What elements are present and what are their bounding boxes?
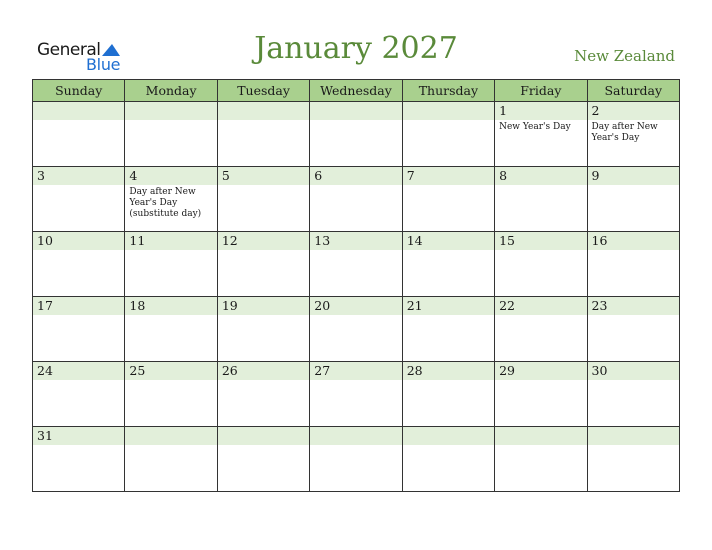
- day-number: [218, 427, 309, 445]
- day-cell: [125, 232, 217, 297]
- day-number: [495, 427, 586, 445]
- holiday-label: Day after New Year's Day (substitute day): [129, 187, 202, 219]
- day-cell: [402, 232, 494, 297]
- day-cell: [310, 362, 402, 427]
- day-number: [403, 102, 494, 120]
- day-number: [125, 102, 216, 120]
- day-cell: [217, 362, 309, 427]
- day-number: 1: [495, 102, 586, 120]
- day-cell: [402, 297, 494, 362]
- day-number: 3: [33, 167, 124, 185]
- day-number: 31: [33, 427, 124, 445]
- day-number: 15: [495, 232, 586, 250]
- day-cell: [33, 362, 125, 427]
- day-number: 16: [588, 232, 679, 250]
- day-number: 9: [588, 167, 679, 185]
- day-number: 20: [310, 297, 401, 315]
- day-number: [218, 102, 309, 120]
- week-row: [33, 102, 680, 167]
- holiday-label: Day after New Year's Day: [591, 122, 658, 143]
- day-cell: [125, 362, 217, 427]
- day-cell: [125, 102, 217, 167]
- day-cell: [217, 297, 309, 362]
- week-row: [33, 427, 680, 492]
- day-number: 13: [310, 232, 401, 250]
- day-number: 22: [495, 297, 586, 315]
- day-cell: [217, 167, 309, 232]
- day-cell: [587, 167, 679, 232]
- day-number: 18: [125, 297, 216, 315]
- day-number: 6: [310, 167, 401, 185]
- day-cell: [402, 362, 494, 427]
- day-cell: [33, 427, 125, 492]
- day-number: [33, 102, 124, 120]
- calendar-title: January 2027: [254, 31, 458, 66]
- day-number: 11: [125, 232, 216, 250]
- day-cell: [217, 232, 309, 297]
- day-cell: [495, 102, 587, 167]
- day-cell: [495, 362, 587, 427]
- logo-text-general: General: [37, 40, 101, 60]
- week-row: [33, 362, 680, 427]
- weekday-header: Tuesday: [217, 80, 309, 102]
- day-cell: [33, 232, 125, 297]
- day-number: 19: [218, 297, 309, 315]
- day-number: 12: [218, 232, 309, 250]
- day-cell: [33, 297, 125, 362]
- weekday-header: Monday: [125, 80, 217, 102]
- day-cell: [33, 167, 125, 232]
- day-cell: [587, 102, 679, 167]
- day-number: [310, 427, 401, 445]
- day-cell: [125, 427, 217, 492]
- day-number: 4: [125, 167, 216, 185]
- day-number: [588, 427, 679, 445]
- day-number: 10: [33, 232, 124, 250]
- day-cell: [495, 427, 587, 492]
- day-number: [403, 427, 494, 445]
- day-number: 25: [125, 362, 216, 380]
- week-row: [33, 297, 680, 362]
- calendar-grid: [32, 79, 680, 492]
- holiday-label: New Year's Day: [499, 122, 571, 132]
- logo-text-blue: Blue: [86, 55, 121, 74]
- day-cell: [402, 167, 494, 232]
- day-number: 28: [403, 362, 494, 380]
- day-cell: [587, 427, 679, 492]
- day-cell: [310, 232, 402, 297]
- day-number: 26: [218, 362, 309, 380]
- day-number: 14: [403, 232, 494, 250]
- day-number: 23: [588, 297, 679, 315]
- day-number: [125, 427, 216, 445]
- day-cell: [125, 297, 217, 362]
- day-cell: [495, 297, 587, 362]
- country-name: New Zealand: [574, 47, 675, 65]
- day-cell: [310, 102, 402, 167]
- day-cell: [125, 167, 217, 232]
- day-number: 29: [495, 362, 586, 380]
- day-number: [310, 102, 401, 120]
- day-cell: [310, 167, 402, 232]
- day-cell: [495, 232, 587, 297]
- day-number: 21: [403, 297, 494, 315]
- day-number: 8: [495, 167, 586, 185]
- day-cell: [587, 297, 679, 362]
- day-cell: [587, 232, 679, 297]
- day-number: 30: [588, 362, 679, 380]
- day-cell: [217, 102, 309, 167]
- day-cell: [33, 102, 125, 167]
- day-cell: [495, 167, 587, 232]
- day-cell: [402, 427, 494, 492]
- day-number: 7: [403, 167, 494, 185]
- day-cell: [402, 102, 494, 167]
- weekday-header-row: [33, 80, 680, 102]
- weekday-header: Sunday: [33, 80, 125, 102]
- day-number: 2: [588, 102, 679, 120]
- day-cell: [587, 362, 679, 427]
- calendar-body: [33, 102, 680, 492]
- week-row: [33, 167, 680, 232]
- weekday-header: Friday: [495, 80, 587, 102]
- weekday-header: Thursday: [402, 80, 494, 102]
- day-cell: [217, 427, 309, 492]
- day-number: 17: [33, 297, 124, 315]
- weekday-header: Wednesday: [310, 80, 402, 102]
- day-cell: [310, 427, 402, 492]
- week-row: [33, 232, 680, 297]
- day-number: 27: [310, 362, 401, 380]
- day-cell: [310, 297, 402, 362]
- day-number: 24: [33, 362, 124, 380]
- weekday-header: Saturday: [587, 80, 679, 102]
- day-number: 5: [218, 167, 309, 185]
